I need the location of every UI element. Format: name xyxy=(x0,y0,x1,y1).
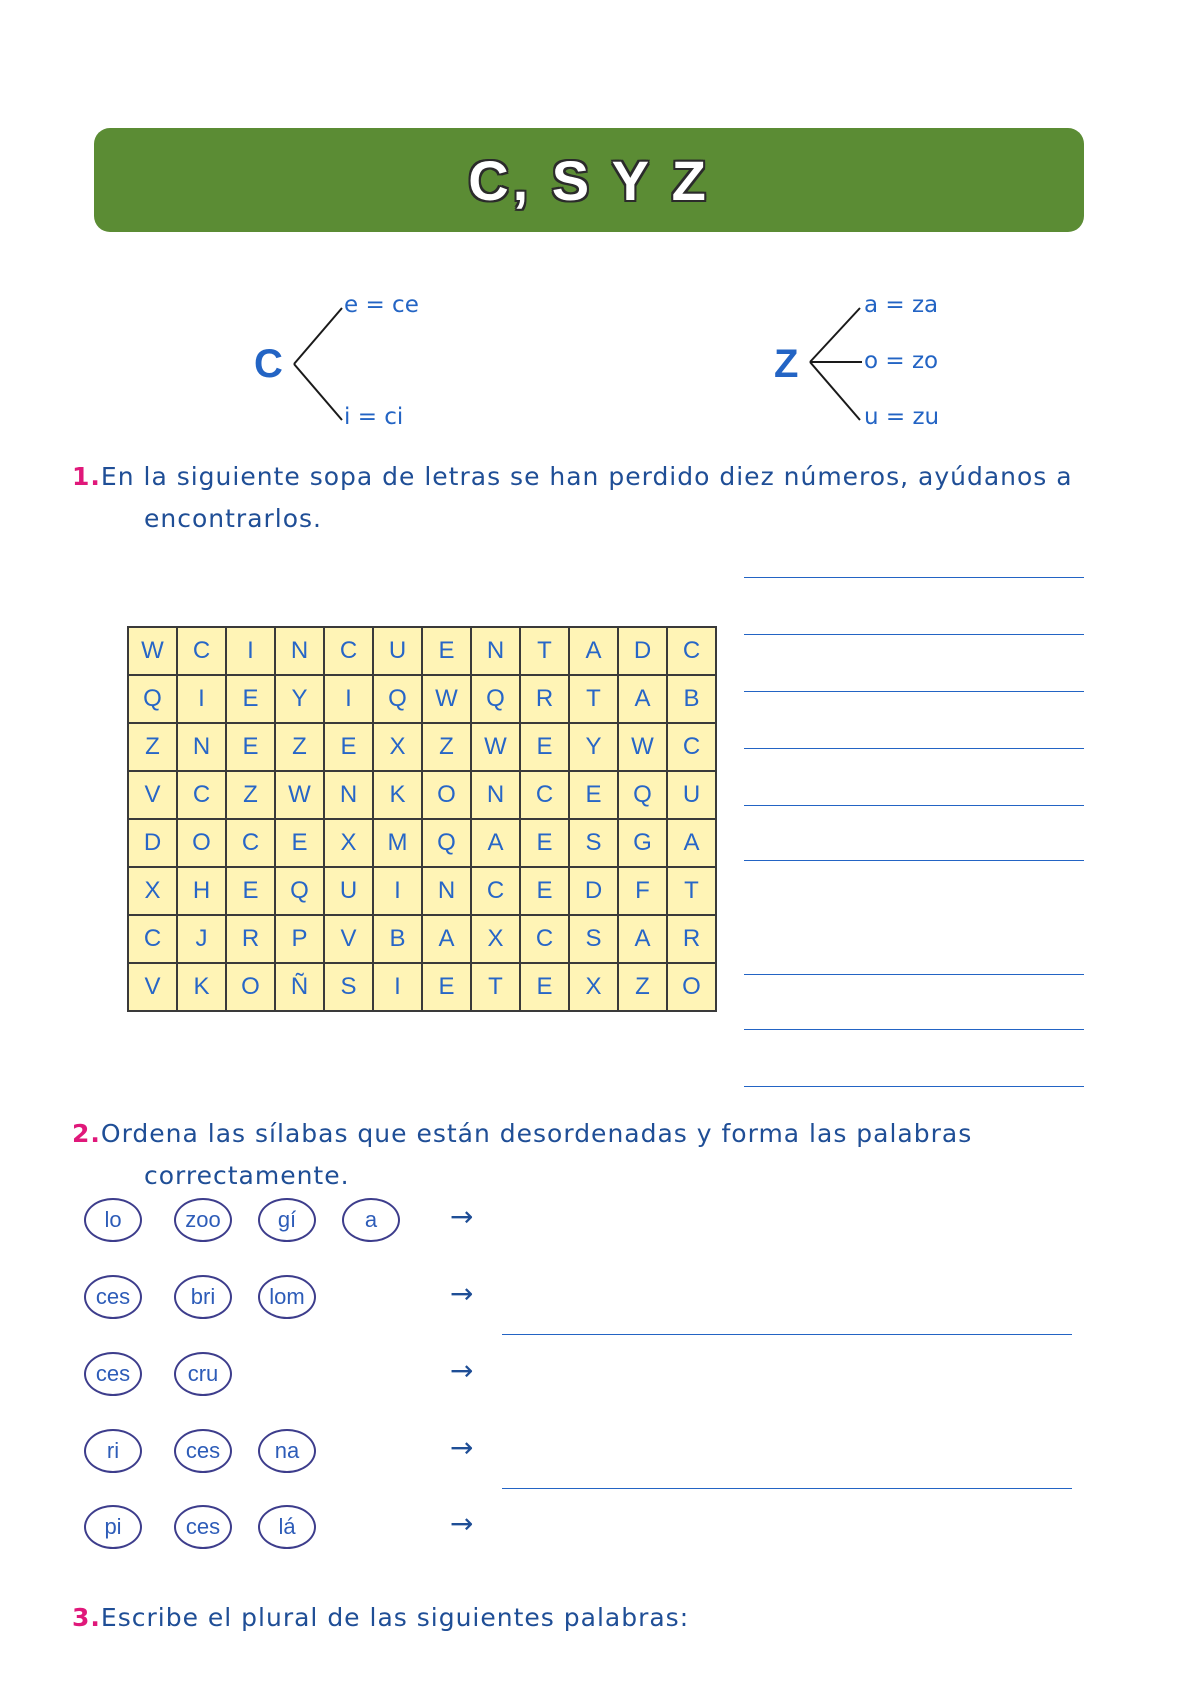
grid-cell[interactable]: W xyxy=(275,771,324,819)
rule-z-line-3: u = zu xyxy=(864,404,940,430)
grid-cell[interactable]: F xyxy=(618,867,667,915)
question-3-number: 3. xyxy=(72,1603,101,1632)
grid-cell[interactable]: Z xyxy=(275,723,324,771)
grid-cell[interactable]: S xyxy=(569,819,618,867)
grid-cell[interactable]: R xyxy=(667,915,716,963)
question-3-text: Escribe el plural de las siguientes palabras: xyxy=(100,1603,690,1632)
grid-cell[interactable]: E xyxy=(422,627,471,675)
rule-c-letter: C xyxy=(254,342,283,386)
grid-cell[interactable]: X xyxy=(128,867,177,915)
grid-cell[interactable]: I xyxy=(177,675,226,723)
grid-cell[interactable]: O xyxy=(422,771,471,819)
answer-line[interactable] xyxy=(744,691,1084,692)
grid-cell[interactable]: V xyxy=(128,771,177,819)
question-3 xyxy=(72,1597,1132,1639)
grid-cell[interactable]: J xyxy=(177,915,226,963)
grid-cell[interactable]: N xyxy=(275,627,324,675)
syllable-bubble[interactable]: ri xyxy=(84,1429,142,1473)
grid-cell[interactable]: E xyxy=(422,963,471,1011)
question-1-text-cont: encontrarlos. xyxy=(144,504,323,533)
grid-cell[interactable]: V xyxy=(128,963,177,1011)
grid-cell[interactable]: E xyxy=(569,771,618,819)
grid-cell[interactable]: X xyxy=(324,819,373,867)
grid-cell[interactable]: N xyxy=(471,771,520,819)
grid-cell[interactable]: N xyxy=(324,771,373,819)
arrow-icon: → xyxy=(450,1354,474,1387)
syllable-bubble[interactable]: ces xyxy=(84,1275,142,1319)
grid-cell[interactable]: E xyxy=(226,723,275,771)
grid-cell[interactable]: E xyxy=(275,819,324,867)
answer-line[interactable] xyxy=(744,860,1084,861)
grid-cell[interactable]: U xyxy=(324,867,373,915)
syllable-bubble[interactable]: lo xyxy=(84,1198,142,1242)
grid-cell[interactable]: E xyxy=(520,723,569,771)
answer-line[interactable] xyxy=(744,1029,1084,1030)
grid-cell[interactable]: K xyxy=(177,963,226,1011)
syllable-bubble[interactable]: ces xyxy=(174,1505,232,1549)
grid-row xyxy=(128,627,716,675)
grid-cell[interactable]: H xyxy=(177,867,226,915)
syllable-bubble[interactable]: a xyxy=(342,1198,400,1242)
grid-cell[interactable]: S xyxy=(569,915,618,963)
grid-cell[interactable]: C xyxy=(667,627,716,675)
arrow-icon: → xyxy=(450,1277,474,1310)
grid-cell[interactable]: R xyxy=(226,915,275,963)
grid-cell[interactable]: W xyxy=(618,723,667,771)
grid-cell[interactable]: A xyxy=(422,915,471,963)
grid-cell[interactable]: O xyxy=(667,963,716,1011)
syllable-bubble[interactable]: cru xyxy=(174,1352,232,1396)
grid-cell[interactable]: E xyxy=(520,963,569,1011)
question-1-number: 1. xyxy=(72,462,101,491)
syllable-bubble[interactable]: zoo xyxy=(174,1198,232,1242)
grid-cell[interactable]: T xyxy=(569,675,618,723)
question-2-text: Ordena las sílabas que están desordenadas y forma las palabras xyxy=(100,1119,973,1148)
rule-c-line-1: e = ce xyxy=(344,292,419,318)
rule-z-branches xyxy=(806,298,866,428)
grid-cell[interactable]: C xyxy=(520,915,569,963)
rule-c-branches xyxy=(290,298,346,428)
grid-cell[interactable]: A xyxy=(618,915,667,963)
grid-cell[interactable]: E xyxy=(226,675,275,723)
grid-cell[interactable]: S xyxy=(324,963,373,1011)
grid-cell[interactable]: A xyxy=(569,627,618,675)
arrow-icon: → xyxy=(450,1507,474,1540)
grid-cell[interactable]: C xyxy=(324,627,373,675)
grid-row xyxy=(128,867,716,915)
grid-cell[interactable]: X xyxy=(569,963,618,1011)
grid-cell[interactable]: T xyxy=(667,867,716,915)
grid-row xyxy=(128,675,716,723)
grid-cell[interactable]: G xyxy=(618,819,667,867)
grid-cell[interactable]: C xyxy=(471,867,520,915)
grid-cell[interactable]: R xyxy=(520,675,569,723)
grid-cell[interactable]: Q xyxy=(128,675,177,723)
grid-cell[interactable]: Z xyxy=(422,723,471,771)
word-answer-line[interactable] xyxy=(502,1334,1072,1335)
grid-cell[interactable]: K xyxy=(373,771,422,819)
answer-line[interactable] xyxy=(744,1086,1084,1087)
title-banner xyxy=(94,128,1084,232)
grid-cell[interactable]: D xyxy=(569,867,618,915)
grid-cell[interactable]: W xyxy=(471,723,520,771)
grid-cell[interactable]: D xyxy=(128,819,177,867)
syllable-bubble[interactable]: gí xyxy=(258,1198,316,1242)
answer-line[interactable] xyxy=(744,748,1084,749)
grid-cell[interactable]: I xyxy=(324,675,373,723)
answer-line[interactable] xyxy=(744,634,1084,635)
grid-cell[interactable]: C xyxy=(667,723,716,771)
question-2 xyxy=(72,1113,1132,1197)
grid-cell[interactable]: B xyxy=(667,675,716,723)
grid-row xyxy=(128,915,716,963)
question-2-text-cont: correctamente. xyxy=(144,1161,350,1190)
grid-cell[interactable]: Q xyxy=(471,675,520,723)
grid-cell[interactable]: Q xyxy=(373,675,422,723)
rule-z-line-1: a = za xyxy=(864,292,939,318)
answer-line[interactable] xyxy=(744,805,1084,806)
word-search-grid xyxy=(127,626,717,1012)
grid-cell[interactable]: C xyxy=(520,771,569,819)
grid-cell[interactable]: U xyxy=(667,771,716,819)
syllable-bubble[interactable]: lom xyxy=(258,1275,316,1319)
grid-cell[interactable]: C xyxy=(226,819,275,867)
grid-cell[interactable]: A xyxy=(471,819,520,867)
rule-c-line-2: i = ci xyxy=(344,404,404,430)
grid-row xyxy=(128,771,716,819)
syllable-bubble[interactable]: na xyxy=(258,1429,316,1473)
grid-cell[interactable]: P xyxy=(275,915,324,963)
question-2-number: 2. xyxy=(72,1119,101,1148)
grid-cell[interactable]: X xyxy=(373,723,422,771)
grid-cell[interactable]: O xyxy=(226,963,275,1011)
grid-cell[interactable]: N xyxy=(422,867,471,915)
answer-line[interactable] xyxy=(744,974,1084,975)
question-1-text: En la siguiente sopa de letras se han perdido diez números, ayúdanos a xyxy=(100,462,1073,491)
word-answer-line[interactable] xyxy=(502,1488,1072,1489)
syllable-bubble[interactable]: ces xyxy=(84,1352,142,1396)
grid-cell[interactable]: Q xyxy=(422,819,471,867)
grid-cell[interactable]: C xyxy=(177,771,226,819)
grid-cell[interactable]: X xyxy=(471,915,520,963)
syllable-bubble[interactable]: lá xyxy=(258,1505,316,1549)
grid-cell[interactable]: B xyxy=(373,915,422,963)
rule-z-line-2: o = zo xyxy=(864,348,939,374)
grid-cell[interactable]: M xyxy=(373,819,422,867)
grid-cell[interactable]: E xyxy=(324,723,373,771)
syllable-bubble[interactable]: pi xyxy=(84,1505,142,1549)
grid-cell[interactable]: Ñ xyxy=(275,963,324,1011)
grid-cell[interactable]: E xyxy=(520,819,569,867)
arrow-icon: → xyxy=(450,1431,474,1464)
syllable-bubble[interactable]: bri xyxy=(174,1275,232,1319)
grid-cell[interactable]: Y xyxy=(275,675,324,723)
grid-row xyxy=(128,723,716,771)
grid-cell[interactable]: E xyxy=(520,867,569,915)
grid-cell[interactable]: W xyxy=(422,675,471,723)
grid-cell[interactable]: Z xyxy=(226,771,275,819)
grid-cell[interactable]: D xyxy=(618,627,667,675)
grid-cell[interactable]: C xyxy=(128,915,177,963)
answer-line[interactable] xyxy=(744,577,1084,578)
grid-cell[interactable]: T xyxy=(520,627,569,675)
grid-cell[interactable]: Y xyxy=(569,723,618,771)
grid-cell[interactable]: O xyxy=(177,819,226,867)
grid-cell[interactable]: Q xyxy=(275,867,324,915)
grid-cell[interactable]: T xyxy=(471,963,520,1011)
grid-cell[interactable]: W xyxy=(128,627,177,675)
grid-cell[interactable]: U xyxy=(373,627,422,675)
syllable-bubble[interactable]: ces xyxy=(174,1429,232,1473)
grid-cell[interactable]: N xyxy=(471,627,520,675)
grid-cell[interactable]: I xyxy=(373,963,422,1011)
grid-row xyxy=(128,963,716,1011)
grid-cell[interactable]: E xyxy=(226,867,275,915)
question-1 xyxy=(72,456,1132,540)
grid-cell[interactable]: N xyxy=(177,723,226,771)
grid-cell[interactable]: A xyxy=(618,675,667,723)
grid-cell[interactable]: A xyxy=(667,819,716,867)
grid-cell[interactable]: V xyxy=(324,915,373,963)
grid-cell[interactable]: C xyxy=(177,627,226,675)
page-title: C, S Y Z xyxy=(468,148,710,212)
grid-cell[interactable]: I xyxy=(373,867,422,915)
grid-row xyxy=(128,819,716,867)
rule-z-letter: Z xyxy=(774,342,799,386)
grid-cell[interactable]: Q xyxy=(618,771,667,819)
grid-cell[interactable]: Z xyxy=(618,963,667,1011)
arrow-icon: → xyxy=(450,1200,474,1233)
grid-cell[interactable]: I xyxy=(226,627,275,675)
grid-cell[interactable]: Z xyxy=(128,723,177,771)
